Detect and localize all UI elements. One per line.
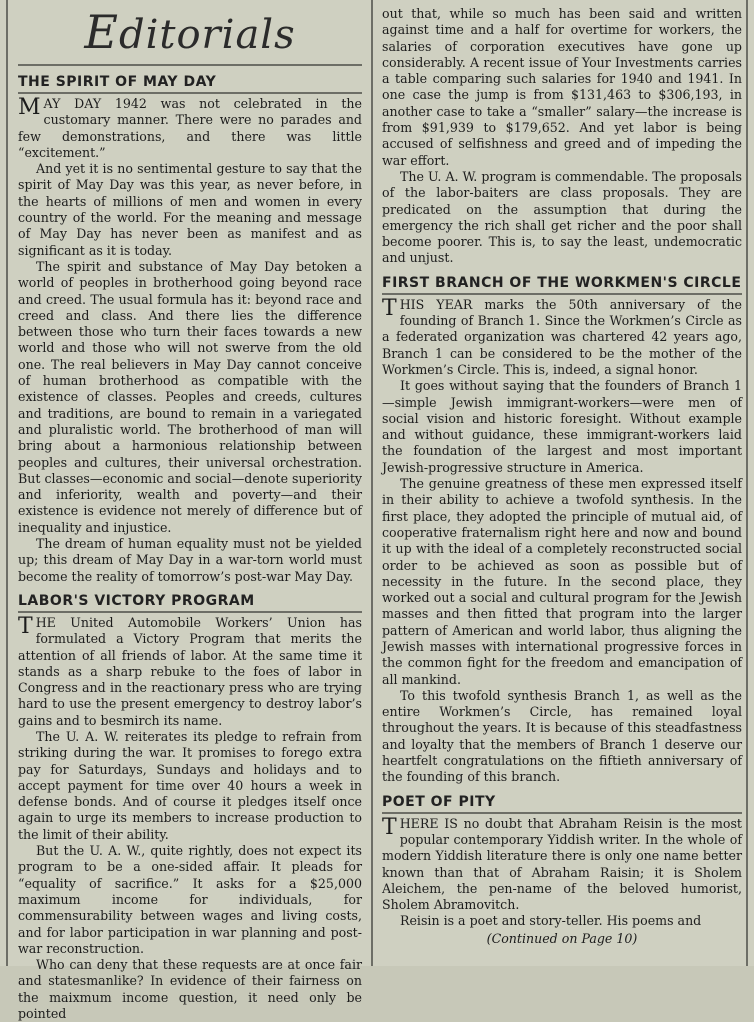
article-poet-of-pity [382, 794, 742, 946]
drop-cap: T [382, 814, 397, 840]
article-paragraph: To this twofold synthesis Branch 1, as well as the entire Workmen’s Circle, has remained loyal throughout the years. It is because of this steadfastness and loyalty that the members of Branch 1 deserve our heartfelt congratulations on the fiftieth anniversary of the founding of this branch. [382, 687, 742, 785]
article-paragraph: The spirit and substance of May Day betoken a world of peoples in brotherhood going beyond race and creed. The usual formula has it: beyond race and creed and class. And there lies the difference between those who turn their faces towards a new world and those who will not swerve from the old one. The real believers in May Day cannot conceive of human brotherhood as compatible with the existence of classes. Peoples and creeds, cultures and traditions, are bound to remain in a variegated and pluralistic world. The brotherhood of man will bring about a harmonious relationship between peoples and cultures, their universal orchestration. But classes—economic and social—denote superiority and inferiority, wealth and poverty—and their existence is evidence not merely of difference but of inequality and injustice. [18, 258, 362, 535]
article-labors-victory-program-continued [382, 6, 742, 267]
masthead-title: Editorials [84, 5, 296, 59]
article-paragraph: The genuine greatness of these men expressed itself in their ability to achieve a twofold synthesis. In the first place, they adopted the principle of mutual aid, of cooperative fraternalism right here and now and bound it up with the ideal of a completely reconstructed social order to be achieved as soon as possible but of necessity in the future. In the second place, they worked out a social and cultural program for the Jewish masses and then fitted that program into the larger pattern of American and world labor, thus aligning the Jewish masses with international progressive forces in the common fight for the freedom and emancipation of all mankind. [382, 476, 742, 687]
article-paragraph [382, 816, 742, 914]
article-paragraph: The U. A. W. program is commendable. The proposals of the labor-baiters are class proposals. They are predicated on the assumption that during the emergency the rich shall get richer and the poor shall become poorer. This is, to say the least, undemocratic and unjust. [382, 168, 742, 266]
right-column [378, 0, 746, 966]
article-paragraph [382, 297, 742, 378]
masthead [18, 0, 362, 66]
lead-text: HE United Automobile Workers’ Union has formulated a Victory Program that merits the attention of all friends of labor. At the same time it stands as a sharp rebuke to the foes of labor in Congress and in the reactionary press who are trying hard to use the present emergency to destroy labor’s gains and to besmirch its name. [18, 614, 362, 728]
article-labors-victory-program [18, 593, 362, 1022]
lead-text: AY DAY 1942 was not celebrated in the customary manner. There were no parades and few demonstrations, and there was little “excitement.” [18, 96, 362, 160]
article-paragraph: out that, while so much has been said and written against time and a half for overtime for workers, the salaries of corporation executives have gone up considerably. A recent issue of Your Investments carries a table comparing such salaries for 1940 and 1941. In one case the jump is from $131,463 to $306,193, in another case to take a “smaller” salary—the increase is from $91,939 to $179,652. And yet labor is being accused of selfishness and greed and of impeding the war effort. [382, 6, 742, 168]
continued-notice: (Continued on Page 10) [486, 930, 638, 946]
drop-cap: T [382, 295, 397, 321]
article-heading: LABOR'S VICTORY PROGRAM [18, 593, 362, 613]
article-paragraph: The dream of human equality must not be yielded up; this dream of May Day in a war-torn world must become the reality of tomorrow’s post-war May Day. [18, 536, 362, 584]
article-paragraph: And yet it is no sentimental gesture to say that the spirit of May Day was this year, as never before, in the hearts of millions of men and women in every country of the world. For the meaning and message of May Day has never been as manifest and as significant as it is today. [18, 161, 362, 258]
article-paragraph [18, 96, 362, 161]
article-heading: THE SPIRIT OF MAY DAY [18, 74, 362, 94]
drop-cap: T [18, 613, 33, 639]
article-paragraph [18, 615, 362, 729]
article-paragraph: But the U. A. W., quite rightly, does not expect its program to be a one-sided affair. It pleads for “equality of sacrifice.” It asks for a $25,000 maximum income for individuals, for commensurability between wages and living costs, and for labor participation in war planning and post-war reconstruction. [18, 843, 362, 956]
article-paragraph: Reisin is a poet and story-teller. His poems and [400, 913, 702, 929]
article-first-branch [382, 275, 742, 786]
article-spirit-of-may-day [18, 74, 362, 585]
article-heading: FIRST BRANCH OF THE WORKMEN'S CIRCLE [382, 275, 742, 295]
lead-text: HERE IS no doubt that Abraham Reisin is the most popular contemporary Yiddish writer. In the whole of modern Yiddish literature there is only one name better known than that of Abraham Raisin; it is Sholem Aleichem, the pen-name of the beloved humorist, Sholem Abramovitch. [382, 815, 742, 913]
lead-text: HIS YEAR marks the 50th anniversary of the founding of Branch 1. Since the Workmen’s Circle as a federated organization was chartered 42 years ago, Branch 1 can be considered to be the mother of the Workmen’s Circle. This is, indeed, a signal honor. [382, 296, 742, 377]
article-paragraph: Who can deny that these requests are at once fair and statesmanlike? In evidence of their fairness on the maixmum income question, it need only be pointed [18, 957, 362, 1022]
article-paragraph: The U. A. W. reiterates its pledge to refrain from striking during the war. It promises to forego extra pay for Saturdays, Sundays and holidays and to accept payment for time over 40 hours a week in defense bonds. And of course it pledges itself once again to urge its members to increase production to the limit of their ability. [18, 728, 362, 842]
column-divider [371, 0, 373, 966]
right-border-rule [746, 0, 748, 966]
article-paragraph: It goes without saying that the founders of Branch 1—simple Jewish immigrant-workers—were men of social vision and historic foresight. Without example and without guidance, these immigrant-workers laid the foundation of the largest and most important Jewish-progressive structure in America. [382, 378, 742, 475]
article-heading: POET OF PITY [382, 794, 742, 814]
drop-cap: M [18, 95, 41, 120]
left-column [12, 0, 366, 1022]
left-border-rule [6, 0, 8, 966]
